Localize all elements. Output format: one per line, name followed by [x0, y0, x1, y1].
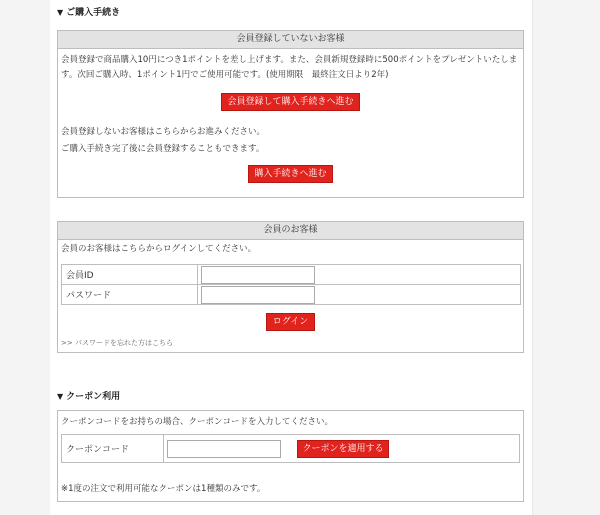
triangle-down-icon: ▼ [57, 392, 64, 401]
triangle-down-icon: ▼ [57, 8, 64, 17]
member-box [57, 221, 524, 353]
forgot-password-link[interactable]: >> パスワードを忘れた方はこちら [61, 339, 173, 347]
page-content [50, 0, 533, 515]
login-form-table [61, 264, 521, 305]
purchase-heading [57, 5, 120, 18]
coupon-code-input[interactable] [167, 440, 281, 458]
non-member-desc-line2: す。次回ご購入時、1ポイント1円でご使用可能です。(使用期限 最終注文日より2年) [61, 70, 389, 80]
member-title: 会員のお客様 [58, 222, 523, 240]
login-button[interactable]: ログイン [266, 313, 315, 331]
coupon-form-table [61, 434, 520, 463]
purchase-heading-label: ご購入手続き [66, 8, 121, 18]
coupon-box [57, 410, 524, 502]
coupon-note: ※1度の注文で利用可能なクーポンは1種類のみです。 [61, 484, 266, 494]
non-member-note-line2: ご購入手続き完了後に会員登録することもできます。 [61, 144, 265, 154]
password-input[interactable] [201, 286, 315, 304]
apply-coupon-button[interactable]: クーポンを適用する [297, 440, 389, 458]
non-member-note-line1: 会員登録しないお客様はこちらからお進みください。 [61, 127, 266, 137]
password-label: パスワード [62, 285, 198, 305]
member-id-input[interactable] [201, 266, 315, 284]
non-member-title: 会員登録していないお客様 [58, 31, 523, 49]
non-member-box [57, 30, 524, 198]
member-id-label: 会員ID [62, 265, 198, 285]
coupon-code-label: クーポンコード [62, 435, 164, 463]
coupon-heading [57, 389, 120, 402]
member-login-desc: 会員のお客様はこちらからログインしてください。 [61, 244, 257, 254]
non-member-desc-line1: 会員登録で商品購入10円につき1ポイントを差し上げます。また、会員新規登録時に500ポイントをプレゼントいたしま [61, 55, 518, 65]
register-and-purchase-button[interactable]: 会員登録して購入手続きへ進む [221, 93, 360, 111]
coupon-desc: クーポンコードをお持ちの場合、クーポンコードを入力してください。 [61, 417, 334, 427]
proceed-to-purchase-button[interactable]: 購入手続きへ進む [248, 165, 333, 183]
coupon-heading-label: クーポン利用 [66, 392, 121, 402]
